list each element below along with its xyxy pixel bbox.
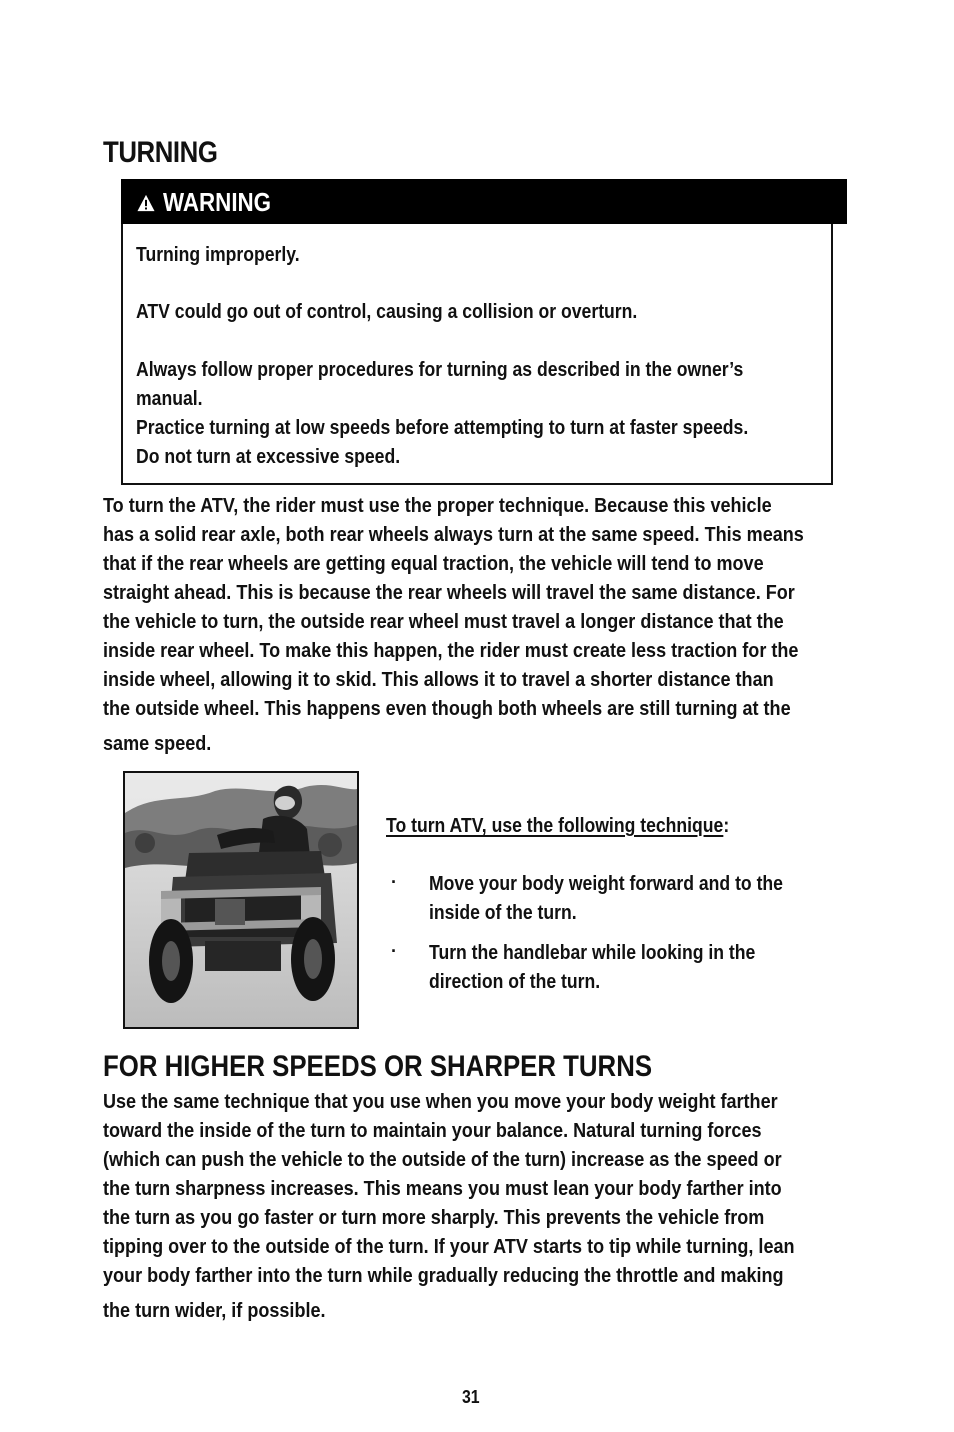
higher-speeds-paragraph [103, 1087, 795, 1325]
higher-speeds-line: the turn wider, if possible. [103, 1299, 326, 1322]
bullet-marker: · [391, 872, 397, 892]
bullet-body-weight [429, 870, 783, 928]
intro-line: has a solid rear axle, both rear wheels always turn at the same speed. This means [103, 523, 804, 546]
higher-speeds-line: (which can push the vehicle to the outside of the turn) increase as the speed or [103, 1148, 782, 1171]
bullet-marker: · [391, 941, 397, 961]
higher-speeds-line: tipping over to the outside of the turn. If your ATV starts to tip while turning, lean [103, 1235, 795, 1258]
higher-speeds-line: the turn sharpness increases. This means you must lean your body farther into [103, 1177, 782, 1200]
warning-line-instruction: Always follow proper procedures for turning as described in the owner’s [136, 359, 744, 381]
atv-rider-photo [123, 771, 359, 1029]
intro-line: that if the rear wheels are getting equal traction, the vehicle will tend to move [103, 552, 764, 575]
intro-line: inside wheel, allowing it to skid. This allows it to travel a shorter distance than [103, 668, 774, 691]
warning-header [121, 179, 847, 224]
warning-triangle-icon [137, 194, 155, 212]
warning-line-practice: Practice turning at low speeds before attempting to turn at faster speeds. [136, 417, 749, 439]
higher-speeds-line: the turn as you go faster or turn more sharply. This prevents the vehicle from [103, 1206, 765, 1229]
higher-speeds-line: Use the same technique that you use when you move your body weight farther [103, 1090, 778, 1113]
higher-speeds-line: your body farther into the turn while gradually reducing the throttle and making [103, 1264, 784, 1287]
section-title-higher-speeds: FOR HIGHER SPEEDS OR SHARPER TURNS [103, 1050, 653, 1083]
bullet-line: Move your body weight forward and to the [429, 873, 783, 895]
intro-line: inside rear wheel. To make this happen, the rider must create less traction for the [103, 639, 799, 662]
intro-paragraph [103, 491, 804, 758]
intro-line: the outside wheel. This happens even though both wheels are still turning at the [103, 697, 791, 720]
warning-line-consequence: ATV could go out of control, causing a collision or overturn. [136, 301, 638, 323]
section-title-turning: TURNING [103, 136, 218, 169]
warning-line-hazard: Turning improperly. [136, 244, 300, 266]
bullet-handlebar [429, 939, 755, 997]
bullet-line: direction of the turn. [429, 971, 601, 993]
intro-line: same speed. [103, 732, 212, 755]
warning-line-speed: Do not turn at excessive speed. [136, 446, 401, 468]
atv-rider-illustration [125, 773, 357, 1027]
warning-line-instruction-cont: manual. [136, 388, 203, 410]
technique-heading: To turn ATV, use the following technique: [386, 815, 730, 837]
warning-label: WARNING [163, 187, 272, 217]
bullet-line: inside of the turn. [429, 902, 577, 924]
intro-line: the vehicle to turn, the outside rear wheel must travel a longer distance that the [103, 610, 784, 633]
higher-speeds-line: toward the inside of the turn to maintain your balance. Natural turning forces [103, 1119, 762, 1142]
intro-line: To turn the ATV, the rider must use the proper technique. Because this vehicle [103, 494, 772, 517]
bullet-line: Turn the handlebar while looking in the [429, 942, 756, 964]
intro-line: straight ahead. This is because the rear wheels will travel the same distance. For [103, 581, 795, 604]
page-number: 31 [462, 1387, 480, 1407]
